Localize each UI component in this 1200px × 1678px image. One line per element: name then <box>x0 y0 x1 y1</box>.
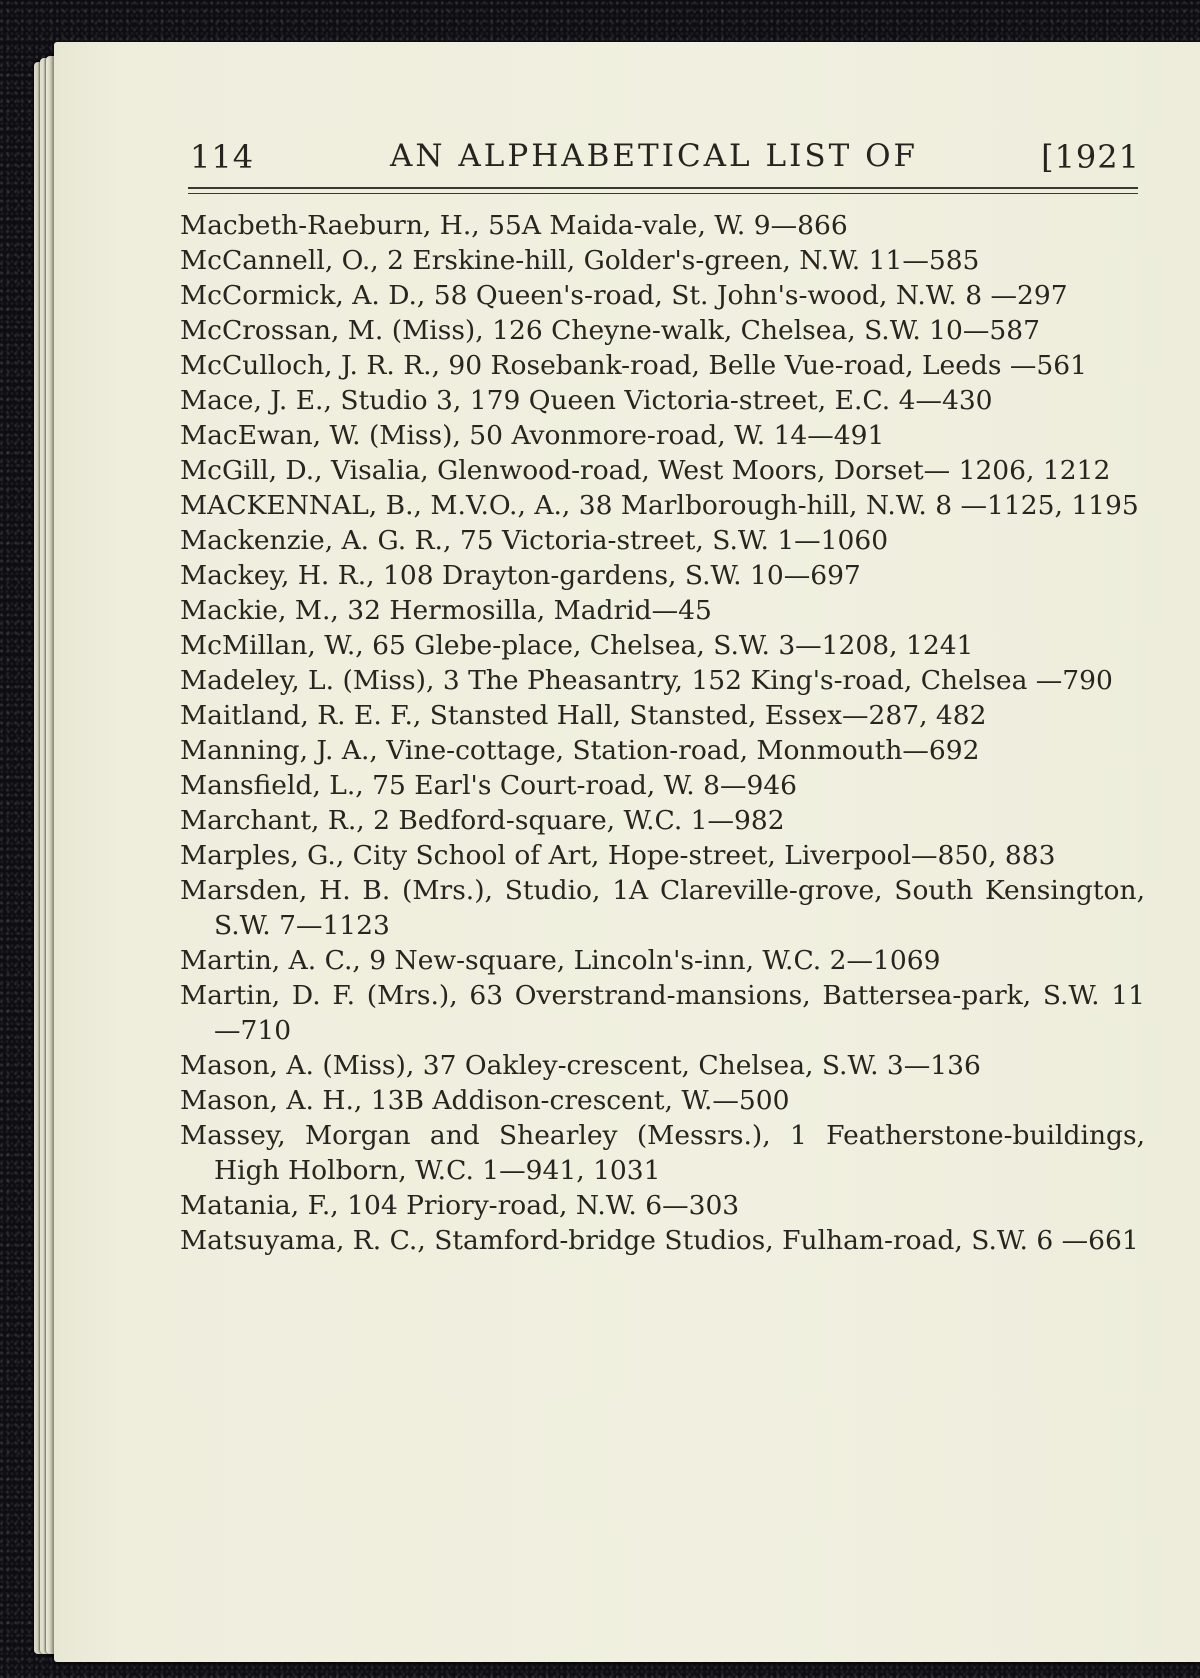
header-year: [1921 <box>1041 138 1140 176</box>
list-entry: Mace, J. E., Studio 3, 179 Queen Victoria-street, E.C. 4—430 <box>180 385 993 416</box>
list-entry: Manning, J. A., Vine-cottage, Station-road, Monmouth—692 <box>180 735 980 766</box>
header-rule <box>188 193 1138 194</box>
list-entry: McCormick, A. D., 58 Queen's-road, St. John's-wood, N.W. 8 —297 <box>180 280 1068 311</box>
list-entry: Matania, F., 104 Priory-road, N.W. 6—303 <box>180 1190 740 1221</box>
entry-list <box>180 208 1145 1258</box>
list-entry: Mason, A. (Miss), 37 Oakley-crescent, Chelsea, S.W. 3—136 <box>180 1050 981 1081</box>
list-entry: Marsden, H. B. (Mrs.), Studio, 1A Clareville-grove, South Kensington, S.W. 7—1123 <box>180 875 1145 941</box>
page-header <box>190 138 1140 178</box>
list-entry: Marchant, R., 2 Bedford-square, W.C. 1—982 <box>180 805 785 836</box>
list-entry: Martin, A. C., 9 New-square, Lincoln's-inn, W.C. 2—1069 <box>180 945 941 976</box>
list-entry: McCannell, O., 2 Erskine-hill, Golder's-green, N.W. 11—585 <box>180 245 980 276</box>
running-title: AN ALPHABETICAL LIST OF <box>390 138 919 174</box>
list-entry: Mansfield, L., 75 Earl's Court-road, W. 8—946 <box>180 770 798 801</box>
list-entry: McCrossan, M. (Miss), 126 Cheyne-walk, Chelsea, S.W. 10—587 <box>180 315 1040 346</box>
list-entry: McMillan, W., 65 Glebe-place, Chelsea, S.W. 3—1208, 1241 <box>180 630 974 661</box>
list-entry: Martin, D. F. (Mrs.), 63 Overstrand-mansions, Battersea-park, S.W. 11—710 <box>180 980 1145 1046</box>
list-entry: McCulloch, J. R. R., 90 Rosebank-road, Belle Vue-road, Leeds —561 <box>180 350 1087 381</box>
list-entry: Mackey, H. R., 108 Drayton-gardens, S.W. 10—697 <box>180 560 861 591</box>
list-entry: Madeley, L. (Miss), 3 The Pheasantry, 152 King's-road, Chelsea —790 <box>180 665 1113 696</box>
list-entry: Maitland, R. E. F., Stansted Hall, Stansted, Essex—287, 482 <box>180 700 987 731</box>
list-entry: MACKENNAL, B., M.V.O., A., 38 Marlborough-hill, N.W. 8 —1125, 1195 <box>180 490 1139 521</box>
list-entry: Mackie, M., 32 Hermosilla, Madrid—45 <box>180 595 712 626</box>
list-entry: McGill, D., Visalia, Glenwood-road, West Moors, Dorset— 1206, 1212 <box>180 455 1111 486</box>
list-entry: Massey, Morgan and Shearley (Messrs.), 1 Featherstone-buildings, High Holborn, W.C. 1—941, 1031 <box>180 1120 1145 1186</box>
header-rule <box>188 187 1138 189</box>
list-entry: Mackenzie, A. G. R., 75 Victoria-street, S.W. 1—1060 <box>180 525 889 556</box>
list-entry: Marples, G., City School of Art, Hope-street, Liverpool—850, 883 <box>180 840 1056 871</box>
list-entry: Matsuyama, R. C., Stamford-bridge Studios, Fulham-road, S.W. 6 —661 <box>180 1225 1139 1256</box>
list-entry: MacEwan, W. (Miss), 50 Avonmore-road, W. 14—491 <box>180 420 885 451</box>
page-number: 114 <box>190 138 255 176</box>
list-entry: Mason, A. H., 13B Addison-crescent, W.—500 <box>180 1085 790 1116</box>
list-entry: Macbeth-Raeburn, H., 55A Maida-vale, W. 9—866 <box>180 210 848 241</box>
